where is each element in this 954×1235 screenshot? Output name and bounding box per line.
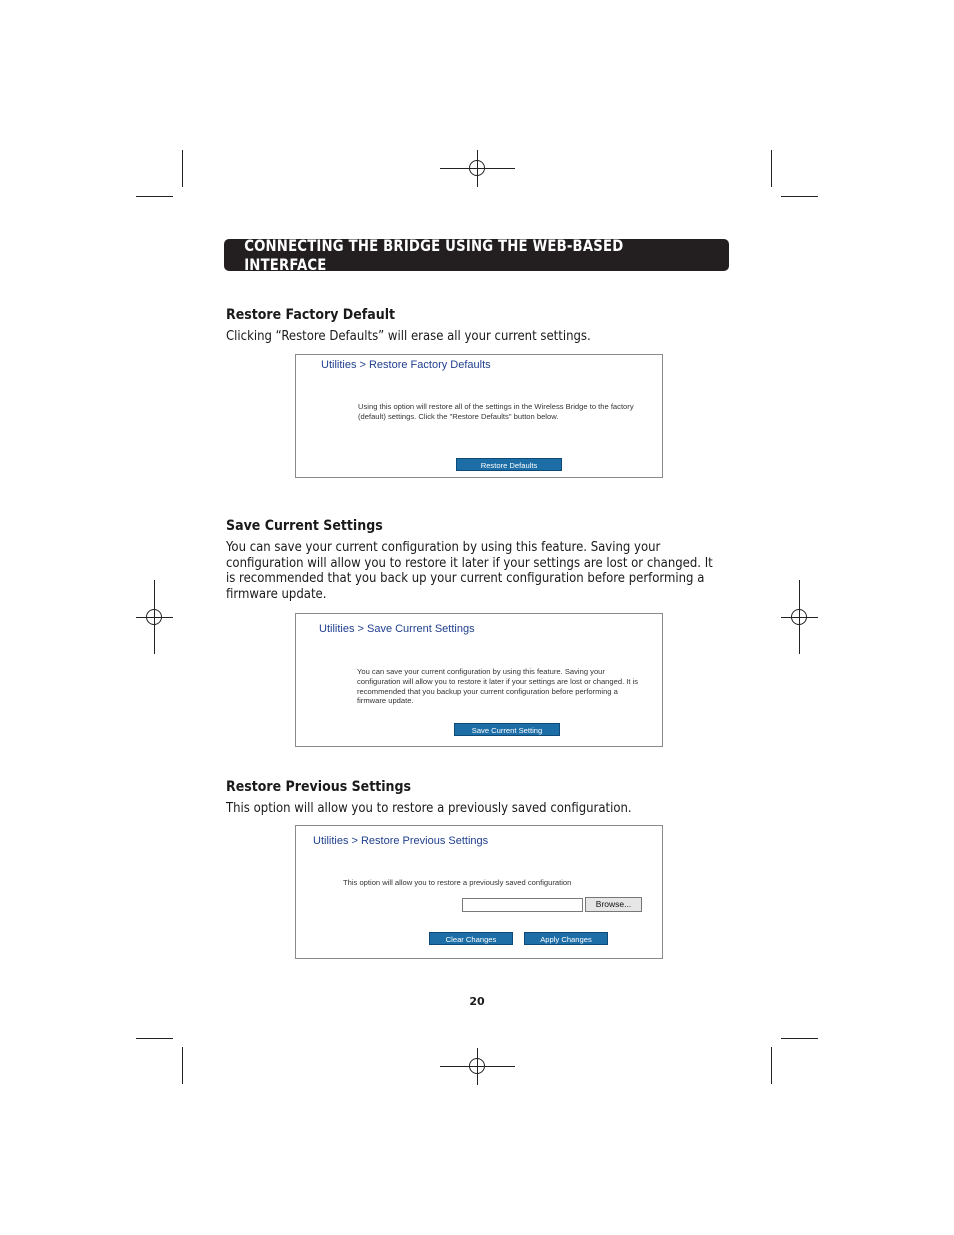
screenshot-description: You can save your current configuration by using this feature. Saving your configuration will allow you to restore it later if your settings are lost or changed. It is recommended that you backup your current configuration before performing a firmware update. [357,667,639,706]
heading-save-current-settings: Save Current Settings [226,518,383,534]
save-current-setting-button[interactable]: Save Current Setting [454,723,560,736]
file-path-input[interactable] [462,898,583,912]
screenshot-restore-factory-defaults [295,354,663,478]
paragraph-restore-previous-settings: This option will allow you to restore a previously saved configuration. [226,801,632,816]
paragraph-save-current-settings: You can save your current configuration by using this feature. Saving your configuration will allow you to restore it later if your settings are lost or changed. It is recommended that you back up your current configuration before performing a firmware update. [226,540,713,602]
screenshot-description: This option will allow you to restore a previously saved configuration [343,878,572,887]
screenshot-title: Utilities > Restore Factory Defaults [321,359,491,371]
screenshot-title: Utilities > Restore Previous Settings [313,835,489,847]
heading-restore-factory-default: Restore Factory Default [226,307,396,323]
paragraph-restore-factory-default: Clicking “Restore Defaults” will erase all your current settings. [226,329,591,344]
page-number: 20 [469,995,485,1008]
screenshot-title: Utilities > Save Current Settings [319,623,475,635]
screenshot-save-current-settings [295,613,663,747]
screenshot-description: Using this option will restore all of the settings in the Wireless Bridge to the factory (default) settings. Click the "Restore Defaults" button below. [358,402,634,421]
banner-title: CONNECTING THE BRIDGE USING THE WEB-BASED INTERFACE [244,236,624,274]
screenshot-restore-previous-settings [295,825,663,959]
apply-changes-button[interactable]: Apply Changes [524,932,608,945]
browse-button[interactable]: Browse... [585,897,642,912]
heading-restore-previous-settings: Restore Previous Settings [226,779,412,795]
section-banner [224,236,729,274]
restore-defaults-button[interactable]: Restore Defaults [456,458,562,471]
clear-changes-button[interactable]: Clear Changes [429,932,513,945]
